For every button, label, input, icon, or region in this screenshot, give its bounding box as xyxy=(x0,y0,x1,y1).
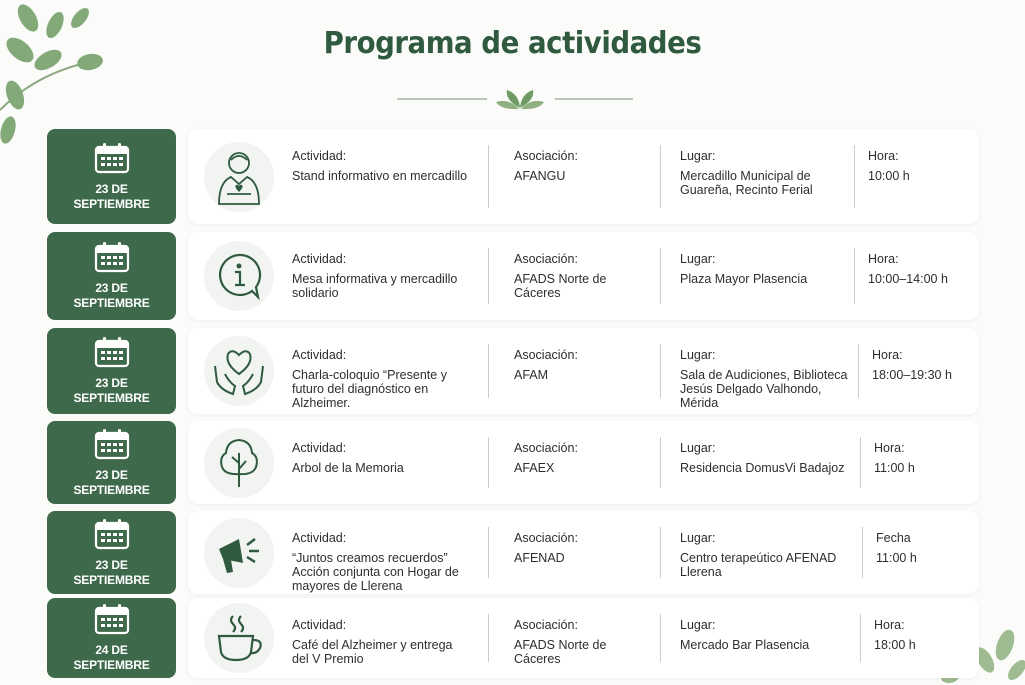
calendar-icon xyxy=(94,241,130,281)
association-column xyxy=(514,252,644,300)
association-value: AFAEX xyxy=(514,461,555,475)
calendar-icon xyxy=(94,336,130,376)
activity-value: Charla-coloquio “Presente y futuro del diagnóstico en Alzheimer. xyxy=(292,368,447,410)
association-column xyxy=(514,531,644,565)
activity-row xyxy=(47,511,979,594)
activity-card xyxy=(188,511,979,594)
activity-value: Arbol de la Memoria xyxy=(292,461,404,475)
activity-card xyxy=(188,129,979,224)
date-day: 23 DE xyxy=(95,181,128,196)
activity-label: Actividad: xyxy=(292,252,347,266)
place-value: Mercado Bar Plasencia xyxy=(680,638,810,652)
association-value: AFANGU xyxy=(514,169,566,183)
date-day: 24 DE xyxy=(95,643,128,657)
association-label: Asociación: xyxy=(514,618,578,632)
activity-label: Actividad: xyxy=(292,441,347,455)
leaf-divider-icon xyxy=(395,82,635,112)
place-value: Plaza Mayor Plasencia xyxy=(680,272,808,286)
time-column xyxy=(876,531,976,565)
date-month: SEPTIEMBRE xyxy=(73,196,150,211)
activity-label: Actividad: xyxy=(292,618,347,632)
activity-value: Café del Alzheimer y entrega del V Premio xyxy=(292,638,453,666)
time-column xyxy=(868,149,968,183)
association-value: AFADS Norte de Cáceres xyxy=(514,272,607,300)
time-label: Hora: xyxy=(874,618,905,632)
time-label: Hora: xyxy=(868,149,899,163)
place-value: Mercadillo Municipal de Guareña, Recinto Ferial xyxy=(680,169,813,197)
column-divider xyxy=(660,344,661,398)
place-value: Residencia DomusVi Badajoz xyxy=(680,461,845,475)
date-badge xyxy=(47,421,176,504)
time-value: 18:00 h xyxy=(874,638,916,652)
time-value: 10:00 h xyxy=(868,169,910,183)
time-label: Hora: xyxy=(868,252,899,266)
activity-card xyxy=(188,328,979,414)
time-value: 10:00–14:00 h xyxy=(868,272,948,286)
place-label: Lugar: xyxy=(680,531,716,545)
calendar-icon xyxy=(94,142,130,182)
place-label: Lugar: xyxy=(680,441,716,455)
association-column xyxy=(514,441,644,475)
person-heart-icon xyxy=(204,142,274,212)
association-value: AFENAD xyxy=(514,551,565,565)
time-value: 11:00 h xyxy=(876,551,917,565)
activity-column xyxy=(292,618,472,666)
activity-column xyxy=(292,531,472,593)
time-value: 18:00–19:30 h xyxy=(872,368,952,382)
place-value: Centro terapeútico AFENAD Llerena xyxy=(680,551,837,579)
column-divider xyxy=(860,614,861,662)
date-day: 23 DE xyxy=(95,557,128,572)
place-column xyxy=(680,149,848,197)
time-column xyxy=(868,252,968,286)
info-bubble-icon xyxy=(204,241,274,311)
place-label: Lugar: xyxy=(680,348,716,362)
time-column xyxy=(874,618,974,652)
time-label: Fecha xyxy=(876,531,911,545)
place-label: Lugar: xyxy=(680,252,716,266)
activity-row xyxy=(47,129,979,224)
activity-card xyxy=(188,598,979,678)
activity-card xyxy=(188,421,979,504)
place-column xyxy=(680,348,848,410)
activity-label: Actividad: xyxy=(292,149,347,163)
date-month: SEPTIEMBRE xyxy=(73,572,150,587)
activity-card xyxy=(188,232,979,320)
coffee-cup-icon xyxy=(204,603,274,673)
time-value: 11:00 h xyxy=(874,461,915,475)
column-divider xyxy=(862,527,863,578)
column-divider xyxy=(660,248,661,304)
column-divider xyxy=(854,248,855,304)
association-column xyxy=(514,618,644,666)
place-column xyxy=(680,531,848,579)
place-column xyxy=(680,252,848,286)
column-divider xyxy=(860,437,861,488)
column-divider xyxy=(660,527,661,578)
date-day: 23 DE xyxy=(95,281,128,295)
activity-row xyxy=(47,328,979,414)
association-column xyxy=(514,149,644,183)
page-title: Programa de actividades xyxy=(323,26,702,61)
hands-heart-icon xyxy=(204,336,274,406)
activity-label: Actividad: xyxy=(292,348,347,362)
date-badge xyxy=(47,511,176,594)
date-day: 23 DE xyxy=(95,467,128,482)
column-divider xyxy=(660,437,661,488)
activity-column xyxy=(292,252,472,300)
time-label: Hora: xyxy=(872,348,903,362)
date-month: SEPTIEMBRE xyxy=(73,482,150,497)
activity-label: Actividad: xyxy=(292,531,347,545)
column-divider xyxy=(488,248,489,304)
association-value: AFAM xyxy=(514,368,549,382)
activity-column xyxy=(292,149,472,183)
time-column xyxy=(872,348,972,382)
association-column xyxy=(514,348,644,382)
column-divider xyxy=(488,344,489,398)
association-label: Asociación: xyxy=(514,441,578,455)
column-divider xyxy=(488,145,489,208)
date-badge xyxy=(47,598,176,678)
activity-row xyxy=(47,421,979,504)
calendar-icon xyxy=(94,518,130,558)
activity-column xyxy=(292,441,472,475)
date-badge xyxy=(47,129,176,224)
date-month: SEPTIEMBRE xyxy=(73,391,150,405)
association-label: Asociación: xyxy=(514,531,578,545)
association-label: Asociación: xyxy=(514,348,578,362)
place-label: Lugar: xyxy=(680,618,716,632)
activity-value: Mesa informativa y mercadillo solidario xyxy=(292,272,458,300)
column-divider xyxy=(660,614,661,662)
date-month: SEPTIEMBRE xyxy=(73,658,150,672)
time-column xyxy=(874,441,974,475)
activity-row xyxy=(47,598,979,678)
place-column xyxy=(680,618,848,652)
association-value: AFADS Norte de Cáceres xyxy=(514,638,607,666)
date-month: SEPTIEMBRE xyxy=(73,296,150,310)
activity-column xyxy=(292,348,472,410)
column-divider xyxy=(488,437,489,488)
time-label: Hora: xyxy=(874,441,905,455)
association-label: Asociación: xyxy=(514,252,578,266)
place-label: Lugar: xyxy=(680,149,716,163)
activity-row xyxy=(47,232,979,320)
column-divider xyxy=(858,344,859,398)
column-divider xyxy=(660,145,661,208)
calendar-icon xyxy=(94,428,130,468)
tree-icon xyxy=(204,428,274,498)
date-badge xyxy=(47,232,176,320)
activity-value: “Juntos creamos recuerdos” Acción conjunta con Hogar de mayores de Llerena xyxy=(292,551,459,593)
leaves-decoration-top-left xyxy=(0,0,120,150)
activity-value: Stand informativo en mercadillo xyxy=(292,169,468,183)
date-badge xyxy=(47,328,176,414)
column-divider xyxy=(854,145,855,208)
place-value: Sala de Audiciones, Biblioteca Jesús Delgado Valhondo, Mérida xyxy=(680,368,848,410)
date-day: 23 DE xyxy=(95,376,128,390)
column-divider xyxy=(488,527,489,578)
association-label: Asociación: xyxy=(514,149,578,163)
megaphone-icon xyxy=(204,518,274,588)
calendar-icon xyxy=(94,603,130,643)
column-divider xyxy=(488,614,489,662)
place-column xyxy=(680,441,848,475)
